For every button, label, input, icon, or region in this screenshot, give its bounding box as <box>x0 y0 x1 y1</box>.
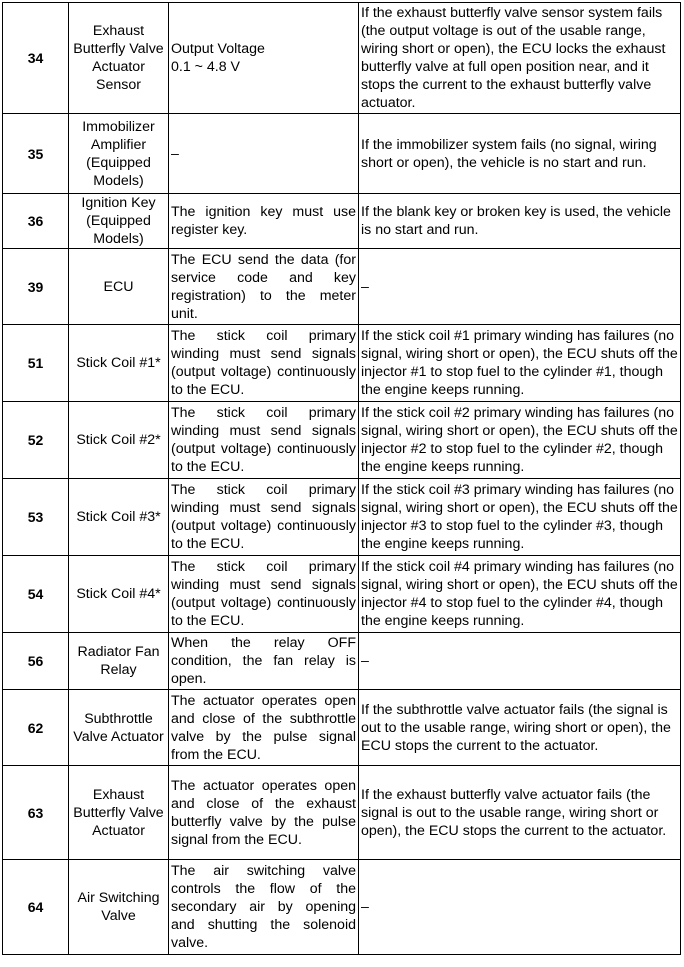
item-cell: Ignition Key (Equipped Models) <box>69 194 169 249</box>
item-cell: Subthrottle Valve Actuator <box>69 690 169 766</box>
judgment-cell: The actuator operates open and close of the exhaust butterfly valve by the pulse signal from the ECU. <box>169 766 359 860</box>
judgment-cell: – <box>169 114 359 194</box>
failsafe-cell: – <box>359 860 681 955</box>
table-row <box>3 766 681 860</box>
failsafe-cell: – <box>359 249 681 325</box>
failsafe-cell: If the immobilizer system fails (no signal, wiring short or open), the vehicle is no start and run. <box>359 114 681 194</box>
judgment-cell: The actuator operates open and close of the subthrottle valve by the pulse signal from the ECU. <box>169 690 359 766</box>
failsafe-cell: If the stick coil #3 primary winding has failures (no signal, wiring short or open), the ECU shuts off the injector #3 to stop fuel to the cylinder #3, though the engine keeps running. <box>359 479 681 556</box>
table-row <box>3 3 681 114</box>
item-cell: Exhaust Butterfly Valve Actuator Sensor <box>69 3 169 114</box>
table-row <box>3 556 681 633</box>
code-cell: 54 <box>3 556 69 633</box>
failsafe-cell: If the stick coil #2 primary winding has failures (no signal, wiring short or open), the ECU shuts off the injector #2 to stop fuel to the cylinder #2, though the engine keeps running. <box>359 402 681 479</box>
table-row <box>3 402 681 479</box>
item-cell: Radiator Fan Relay <box>69 633 169 690</box>
service-code-table <box>2 2 681 955</box>
code-cell: 64 <box>3 860 69 955</box>
code-cell: 35 <box>3 114 69 194</box>
judgment-cell: Output Voltage 0.1 ~ 4.8 V <box>169 3 359 114</box>
code-cell: 52 <box>3 402 69 479</box>
item-cell: Air Switching Valve <box>69 860 169 955</box>
table-row <box>3 633 681 690</box>
judgment-cell: When the relay OFF condition, the fan relay is open. <box>169 633 359 690</box>
failsafe-cell: – <box>359 633 681 690</box>
item-cell: Stick Coil #3* <box>69 479 169 556</box>
failsafe-cell: If the exhaust butterfly valve sensor system fails (the output voltage is out of the usable range, wiring short or open), the ECU locks the exhaust butterfly valve at full open position near, and it stops the current to the exhaust butterfly valve actuator. <box>359 3 681 114</box>
judgment-cell: The air switching valve controls the flow of the secondary air by opening and shutting the solenoid valve. <box>169 860 359 955</box>
failsafe-cell: If the stick coil #4 primary winding has failures (no signal, wiring short or open), the ECU shuts off the injector #4 to stop fuel to the cylinder #4, though the engine keeps running. <box>359 556 681 633</box>
code-cell: 56 <box>3 633 69 690</box>
table-row <box>3 325 681 402</box>
judgment-cell: The ECU send the data (for service code and key registration) to the meter unit. <box>169 249 359 325</box>
failsafe-cell: If the exhaust butterfly valve actuator fails (the signal is out to the usable range, wiring short or open), the ECU stops the current to the actuator. <box>359 766 681 860</box>
item-cell: Stick Coil #4* <box>69 556 169 633</box>
code-cell: 63 <box>3 766 69 860</box>
judgment-cell: The stick coil primary winding must send signals (output voltage) continuously to the ECU. <box>169 325 359 402</box>
table-row <box>3 249 681 325</box>
judgment-cell: The stick coil primary winding must send signals (output voltage) continuously to the ECU. <box>169 479 359 556</box>
item-cell: Stick Coil #2* <box>69 402 169 479</box>
item-cell: Exhaust Butterfly Valve Actuator <box>69 766 169 860</box>
failsafe-cell: If the blank key or broken key is used, the vehicle is no start and run. <box>359 194 681 249</box>
item-cell: Immobilizer Amplifier (Equipped Models) <box>69 114 169 194</box>
table-row <box>3 114 681 194</box>
failsafe-cell: If the stick coil #1 primary winding has failures (no signal, wiring short or open), the ECU shuts off the injector #1 to stop fuel to the cylinder #1, though the engine keeps running. <box>359 325 681 402</box>
item-cell: ECU <box>69 249 169 325</box>
table-row <box>3 479 681 556</box>
table-row <box>3 194 681 249</box>
judgment-cell: The stick coil primary winding must send signals (output voltage) continuously to the ECU. <box>169 556 359 633</box>
code-cell: 34 <box>3 3 69 114</box>
judgment-cell: The stick coil primary winding must send signals (output voltage) continuously to the ECU. <box>169 402 359 479</box>
code-cell: 39 <box>3 249 69 325</box>
failsafe-cell: If the subthrottle valve actuator fails (the signal is out to the usable range, wiring short or open), the ECU stops the current to the actuator. <box>359 690 681 766</box>
code-cell: 36 <box>3 194 69 249</box>
code-cell: 53 <box>3 479 69 556</box>
code-cell: 51 <box>3 325 69 402</box>
table-row <box>3 690 681 766</box>
code-cell: 62 <box>3 690 69 766</box>
item-cell: Stick Coil #1* <box>69 325 169 402</box>
table-row <box>3 860 681 955</box>
judgment-cell: The ignition key must use register key. <box>169 194 359 249</box>
